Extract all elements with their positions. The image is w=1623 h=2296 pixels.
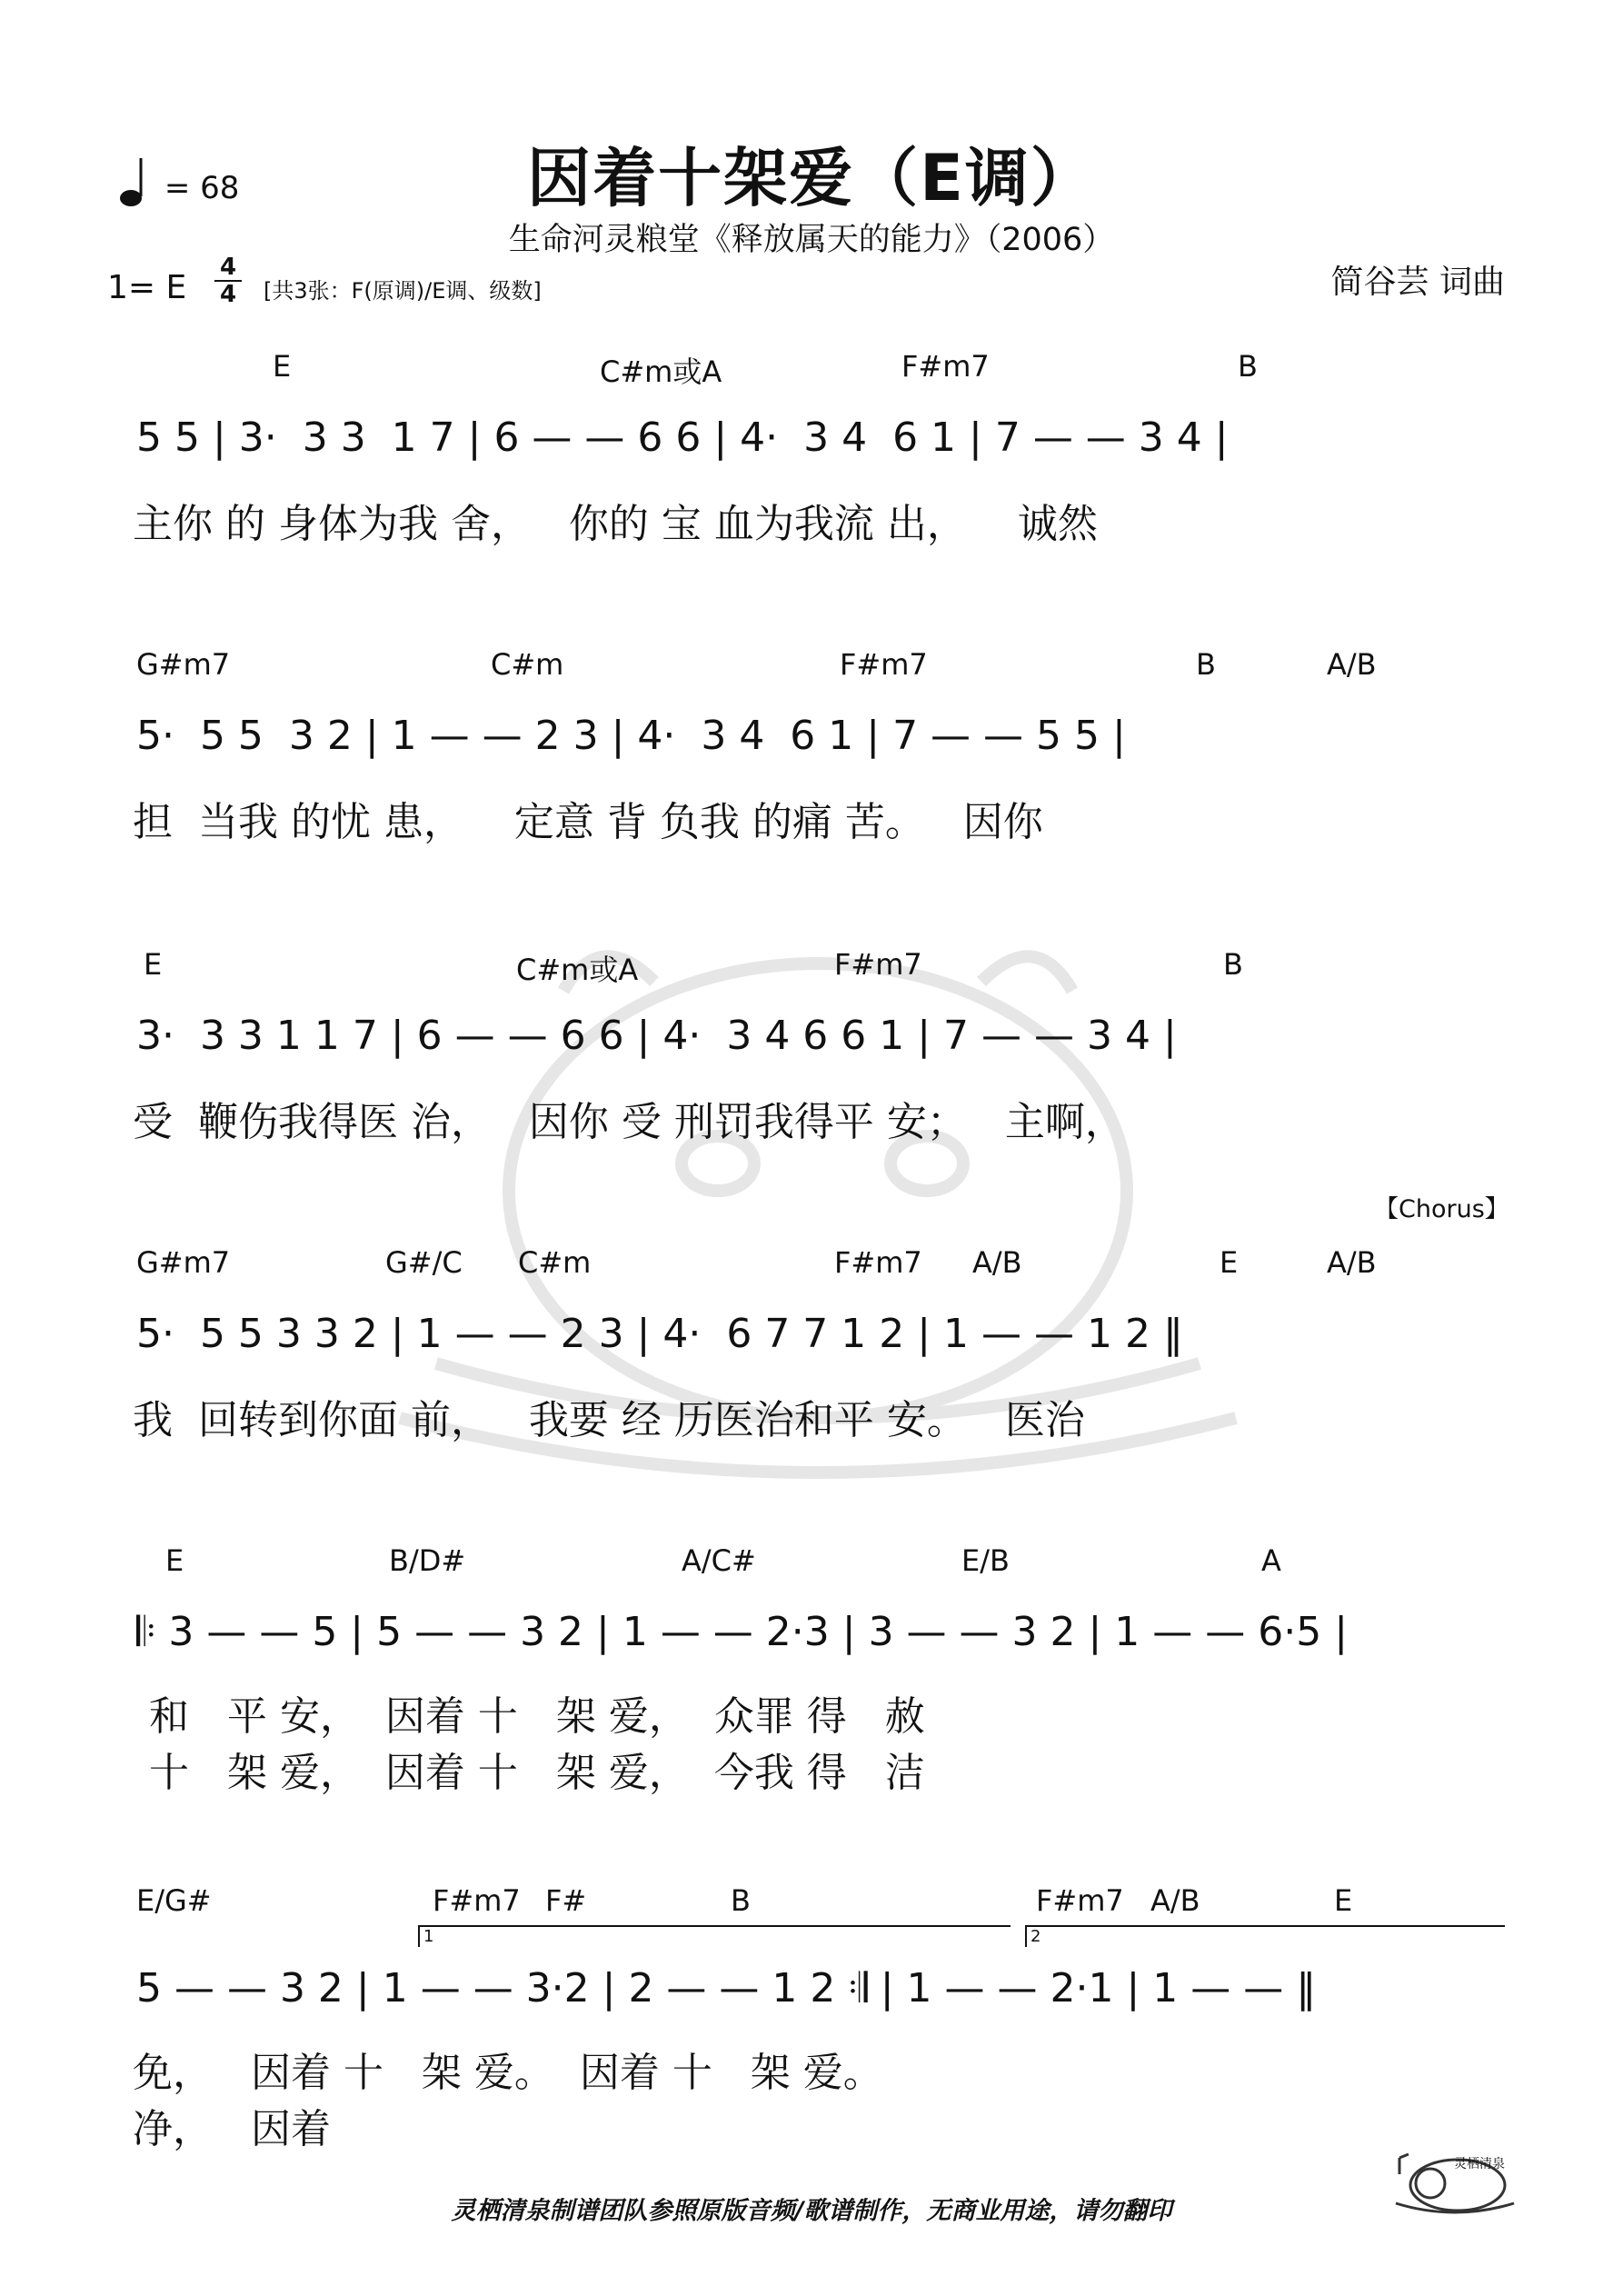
chord: G#m7 (136, 647, 231, 682)
chord: A/B (1150, 1883, 1200, 1918)
chord: F#m7 (840, 647, 928, 682)
chord: E (1220, 1245, 1239, 1280)
notation-row: 5 5 | 3· 3 3 1 7 | 6 — — 6 6 | 4· 3 4 6 1 | 7 — — 3 4 | (136, 414, 1229, 461)
lyric-row: 我 回转到你面 前， 我要 经 历医治和平 安。 医治 (133, 1397, 1085, 1443)
version-note: [共3张：F(原调)/E调、级数] (264, 278, 542, 304)
chord: A/B (1327, 647, 1377, 682)
chord: C#m或A (600, 354, 722, 389)
chord: E (1334, 1883, 1353, 1918)
chord: A/B (972, 1245, 1022, 1280)
time-signature-top: 4 (219, 254, 237, 281)
volta-number: 2 (1031, 1927, 1041, 1946)
volta-bracket-1 (418, 1925, 1011, 1947)
chorus-label: 【Chorus】 (1374, 1195, 1509, 1223)
lyric-row: 免， 因着 十 架 爱。 因着 十 架 爱。 (133, 2050, 883, 2096)
chord: E (144, 947, 163, 982)
chord: B (731, 1883, 751, 1918)
lyric-row: 受 鞭伤我得医 治， 因你 受 刑罚我得平 安； 主啊， (133, 1099, 1125, 1145)
chord: B (1238, 349, 1258, 384)
chord: A/C# (682, 1543, 756, 1578)
volta-number: 1 (423, 1927, 434, 1946)
notation-row: 5· 5 5 3 3 2 | 1 — — 2 3 | 4· 6 7 7 1 2 | 1 — — 1 2 ‖ (136, 1311, 1183, 1357)
logo-text: 灵栖清泉 (1454, 2157, 1505, 2171)
chord: G#/C (385, 1245, 463, 1280)
volta-bracket-2 (1025, 1925, 1505, 1947)
chord: F#m7 (834, 1245, 922, 1280)
chord: E/G# (136, 1883, 212, 1918)
chord: F#m7 (433, 1883, 521, 1918)
chord: A/B (1327, 1245, 1377, 1280)
chord: E (165, 1543, 184, 1578)
chord: B (1196, 647, 1216, 682)
chord: F# (545, 1883, 587, 1918)
song-subtitle: 生命河灵粮堂《释放属天的能力》（2006） (508, 222, 1115, 258)
chord: G#m7 (136, 1245, 231, 1280)
chord: C#m (518, 1245, 592, 1280)
time-signature-bottom: 4 (214, 280, 242, 307)
copyright-notice: 灵栖清泉制谱团队参照原版音频/歌谱制作，无商业用途，请勿翻印 (451, 2197, 1172, 2225)
chord: F#m7 (834, 947, 922, 982)
lyric-row: 净， 因着 (133, 2106, 331, 2152)
lyric-row: 担 当我 的忧 患， 定意 背 负我 的痛 苦。 因你 (133, 799, 1043, 845)
song-title: 因着十架爱（E调） (527, 141, 1096, 215)
lyric-row: 和 平 安， 因着 十 架 爱， 众罪 得 赦 (149, 1693, 925, 1740)
chord: A (1261, 1543, 1281, 1578)
tempo-value: = 68 (164, 170, 240, 206)
chord: C#m或A (516, 953, 639, 987)
key-signature: 1= E (107, 269, 187, 306)
composer-credit: 简谷芸 词曲 (1330, 264, 1505, 301)
lyric-row: 十 架 爱， 因着 十 架 爱， 今我 得 洁 (149, 1750, 925, 1796)
notation-row: 3· 3 3 1 1 7 | 6 — — 6 6 | 4· 3 4 6 6 1 | 7 — — 3 4 | (136, 1013, 1177, 1059)
time-signature (214, 255, 242, 307)
chord: E/B (961, 1543, 1010, 1578)
chord: E (273, 349, 292, 384)
lyric-row: 主你 的 身体为我 舍， 你的 宝 血为我流 出， 诚然 (133, 501, 1098, 547)
chord: F#m7 (901, 349, 990, 384)
notation-row: 5· 5 5 3 2 | 1 — — 2 3 | 4· 3 4 6 1 | 7 — — 5 5 | (136, 713, 1126, 759)
notation-row: 𝄆 3 — — 5 | 5 — — 3 2 | 1 — — 2·3 | 3 — — 3 2 | 1 — — 6·5 | (136, 1609, 1349, 1655)
chord: C#m (491, 647, 564, 682)
chord: F#m7 (1036, 1883, 1124, 1918)
chord: B/D# (389, 1543, 466, 1578)
notation-row: 5 — — 3 2 | 1 — — 3·2 | 2 — — 1 2 𝄇 | 1 — — 2·1 | 1 — — ‖ (136, 1965, 1317, 2011)
chord: B (1223, 947, 1243, 982)
